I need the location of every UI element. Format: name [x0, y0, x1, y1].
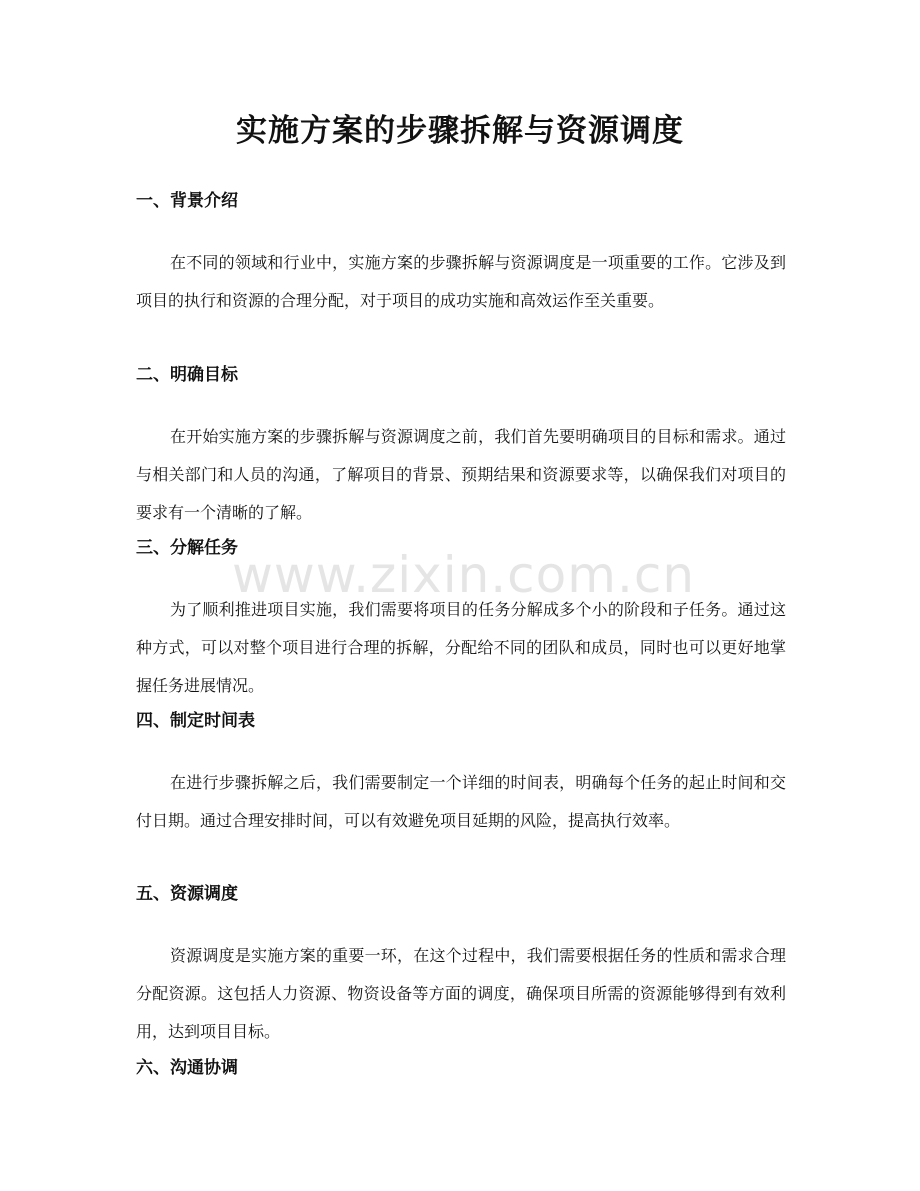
section-heading: 五、资源调度	[136, 884, 238, 904]
section-body: 为了顺利推进项目实施，我们需要将项目的任务分解成多个小的阶段和子任务。通过这种方式，可以对整个项目进行合理的拆解，分配给不同的团队和成员，同时也可以更好地掌握任务进展情况。	[136, 600, 786, 695]
section-resources	[136, 881, 786, 1051]
section-schedule	[136, 708, 786, 840]
section-heading: 四、制定时间表	[136, 711, 255, 731]
section-background	[136, 188, 786, 320]
section-heading: 二、明确目标	[136, 365, 238, 385]
document-title: 实施方案的步骤拆解与资源调度	[236, 113, 684, 149]
section-goals	[136, 362, 786, 532]
watermark: www.zixin.com.cn	[232, 546, 696, 604]
section-heading: 一、背景介绍	[136, 191, 238, 211]
section-communication	[136, 1055, 786, 1081]
section-tasks	[136, 535, 786, 705]
section-body: 在开始实施方案的步骤拆解与资源调度之前，我们首先要明确项目的目标和需求。通过与相关部门和人员的沟通，了解项目的背景、预期结果和资源要求等，以确保我们对项目的要求有一个清晰的了解。	[136, 427, 786, 522]
section-body: 在不同的领域和行业中，实施方案的步骤拆解与资源调度是一项重要的工作。它涉及到项目的执行和资源的合理分配，对于项目的成功实施和高效运作至关重要。	[136, 253, 786, 310]
section-body: 在进行步骤拆解之后，我们需要制定一个详细的时间表，明确每个任务的起止时间和交付日期。通过合理安排时间，可以有效避免项目延期的风险，提高执行效率。	[136, 773, 786, 830]
section-heading: 六、沟通协调	[136, 1058, 238, 1078]
section-body: 资源调度是实施方案的重要一环，在这个过程中，我们需要根据任务的性质和需求合理分配资源。这包括人力资源、物资设备等方面的调度，确保项目所需的资源能够得到有效利用，达到项目目标。	[136, 946, 786, 1041]
section-heading: 三、分解任务	[136, 538, 238, 558]
